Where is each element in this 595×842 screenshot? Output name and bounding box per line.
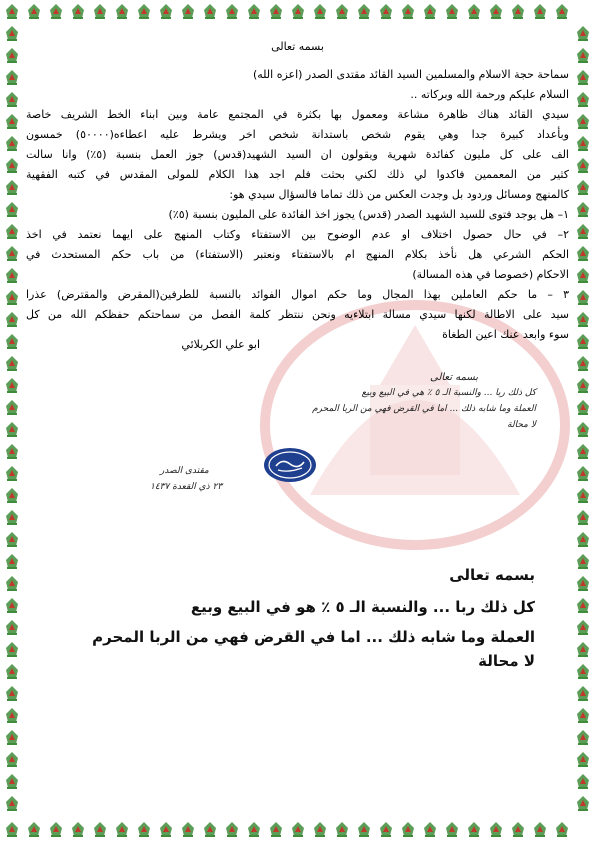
- border-ornament: [6, 796, 18, 811]
- answer-heading: بسمه تعالى: [449, 566, 535, 584]
- border-ornament: [6, 822, 18, 837]
- border-ornament: [270, 822, 282, 837]
- border-ornament: [402, 4, 414, 19]
- border-ornament: [446, 4, 458, 19]
- border-ornament: [468, 4, 480, 19]
- border-ornament: [6, 48, 18, 63]
- border-ornament: [72, 4, 84, 19]
- question-line: ١– هل يوجد فتوى للسيد الشهيد الصدر (قدس) يجوز اخذ الفائدة على المليون بنسبة (٥٪): [168, 208, 569, 221]
- border-ornament: [577, 642, 589, 657]
- border-ornament: [577, 752, 589, 767]
- border-ornament: [204, 822, 216, 837]
- border-ornament: [6, 378, 18, 393]
- border-ornament: [248, 4, 260, 19]
- border-ornament: [6, 136, 18, 151]
- border-ornament: [94, 4, 106, 19]
- border-ornament: [577, 620, 589, 635]
- border-ornament: [6, 642, 18, 657]
- border-ornament: [6, 4, 18, 19]
- border-ornament: [116, 822, 128, 837]
- answer-line: كل ذلك ربا ... والنسبة الـ ٥ ٪ هو في البيع وبيع: [190, 598, 535, 616]
- border-ornament: [577, 114, 589, 129]
- border-ornament: [6, 708, 18, 723]
- border-ornament: [534, 822, 546, 837]
- border-ornament: [28, 4, 40, 19]
- border-ornament: [6, 202, 18, 217]
- border-ornament: [160, 822, 172, 837]
- border-ornament: [6, 400, 18, 415]
- body-line: كالمنهج ومسائل وردود بل وجدت العكس من ذلك تماما فالسؤال سيدي هو:: [229, 188, 569, 201]
- border-ornament: [6, 290, 18, 305]
- border-ornament: [160, 4, 172, 19]
- question-line: ٣ – ما حكم العاملين بهذا المجال وما حكم اموال الفوائد بالنسبة للطرفين(المقرض والمقترض) عذرا: [26, 288, 569, 301]
- border-ornament: [6, 620, 18, 635]
- border-ornament: [226, 822, 238, 837]
- border-ornament: [6, 114, 18, 129]
- handwritten-date: ٢٣ ذي القعدة ١٤٣٧: [150, 482, 223, 492]
- border-ornament: [577, 136, 589, 151]
- border-ornament: [577, 796, 589, 811]
- border-ornament: [6, 510, 18, 525]
- border-ornament: [6, 730, 18, 745]
- border-ornament: [358, 822, 370, 837]
- border-ornament: [6, 686, 18, 701]
- border-ornament: [248, 822, 260, 837]
- border-ornament: [556, 4, 568, 19]
- question-line: الاحكام (خصوصا في هذه المسالة): [412, 268, 569, 281]
- border-ornament: [577, 70, 589, 85]
- border-ornament: [182, 822, 194, 837]
- border-ornament: [577, 202, 589, 217]
- border-ornament: [534, 4, 546, 19]
- border-ornament: [336, 822, 348, 837]
- question-line: الحكم الشرعي هل نأخذ بكلام المنهج ام بالاستفتاء ونعتبر (الاستفتاء) من باب حكم المستحدث في: [26, 248, 569, 261]
- border-ornament: [6, 598, 18, 613]
- border-ornament: [402, 822, 414, 837]
- letter-greeting: السلام عليكم ورحمة الله وبركاته ..: [410, 88, 569, 101]
- border-ornament: [292, 822, 304, 837]
- border-ornament: [6, 466, 18, 481]
- border-ornament: [6, 268, 18, 283]
- border-ornament: [577, 686, 589, 701]
- border-ornament: [292, 4, 304, 19]
- border-ornament: [577, 708, 589, 723]
- border-ornament: [226, 4, 238, 19]
- border-ornament: [6, 312, 18, 327]
- handwritten-line: العملة وما شابه ذلك ... اما في القرض فهي من الربا المحرم: [312, 404, 536, 414]
- handwritten-signer: مقتدى الصدر: [160, 466, 209, 476]
- border-ornament: [424, 4, 436, 19]
- border-ornament: [468, 822, 480, 837]
- border-ornament: [358, 4, 370, 19]
- border-ornament: [6, 180, 18, 195]
- border-ornament: [6, 532, 18, 547]
- border-ornament: [577, 576, 589, 591]
- question-line: سوء وابعد عنك اعين الطغاة: [442, 328, 569, 341]
- handwritten-heading: بسمه تعالى: [430, 372, 479, 383]
- border-ornament: [50, 822, 62, 837]
- border-ornament: [380, 4, 392, 19]
- border-ornament: [446, 822, 458, 837]
- border-ornament: [6, 554, 18, 569]
- border-ornament: [424, 822, 436, 837]
- border-ornament: [182, 4, 194, 19]
- border-ornament: [6, 774, 18, 789]
- border-ornament: [50, 4, 62, 19]
- border-ornament: [6, 92, 18, 107]
- border-ornament: [380, 822, 392, 837]
- border-ornament: [6, 26, 18, 41]
- handwritten-line: كل ذلك ربا ... والنسبة الـ ٥ ٪ هي في البيع وبيع: [361, 388, 536, 398]
- border-ornament: [28, 822, 40, 837]
- border-ornament: [6, 752, 18, 767]
- question-line: ٢– في حال حصول اختلاف او عدم الوضوح بين الاستفتاء وكتاب المنهج على ايهما نعتمد في اخذ: [26, 228, 569, 241]
- border-ornament: [577, 224, 589, 239]
- body-line: سيدي القائد هناك ظاهرة مشاعة ومعمول بها بكثرة في المجتمع عامة وبين ابناء الخط الشريف خاصة: [26, 108, 569, 121]
- border-ornament: [512, 4, 524, 19]
- answer-line: العملة وما شابه ذلك ... اما في القرض فهي من الربا المحرم: [92, 628, 535, 646]
- border-ornament: [577, 664, 589, 679]
- border-ornament: [138, 822, 150, 837]
- border-ornament: [577, 92, 589, 107]
- border-ornament: [116, 4, 128, 19]
- letter-salutation: سماحة حجة الاسلام والمسلمين السيد القائد مقتدى الصدر (اعزه الله): [252, 68, 569, 81]
- border-ornament: [94, 822, 106, 837]
- border-ornament: [556, 822, 568, 837]
- border-ornament: [577, 774, 589, 789]
- body-line: وبأعداد كبيرة جدا وهي يقوم شخص باستدانة شخص اخر ويشرط عليه اعطاءه(٥٠٠٠٠) خمسون: [26, 128, 569, 141]
- border-ornament: [6, 334, 18, 349]
- border-ornament: [6, 664, 18, 679]
- border-ornament: [577, 158, 589, 173]
- border-ornament: [490, 4, 502, 19]
- body-line: الف على كل مليون كفائدة شهرية ويقولون ان السيد الشهيد(قدس) جوز العمل بنسبة (٥٪) وانا سالت: [26, 148, 569, 161]
- border-ornament: [6, 422, 18, 437]
- official-seal: [262, 446, 318, 484]
- question-line: سيد على الاطالة لكنها سيدي مسالة ابتلاءيه ونحن ننتظر كلمة الفصل من سماحتكم حفظكم الله من كل: [26, 308, 569, 321]
- border-ornament: [72, 822, 84, 837]
- answer-line: لا محالة: [478, 652, 535, 670]
- body-line: كثير من المعممين فاكدوا لي ذلك لكني بحثت فلم اجد هذا الكلام للمولى المقدس في كتبه الفقهية: [26, 168, 569, 181]
- border-ornament: [6, 444, 18, 459]
- border-ornament: [314, 822, 326, 837]
- letter-basmala: بسمه تعالى: [271, 40, 324, 53]
- border-ornament: [314, 4, 326, 19]
- border-ornament: [6, 488, 18, 503]
- border-ornament: [138, 4, 150, 19]
- border-ornament: [6, 224, 18, 239]
- border-ornament: [577, 26, 589, 41]
- border-ornament: [490, 822, 502, 837]
- border-ornament: [6, 246, 18, 261]
- handwritten-line: لا محالة: [507, 420, 536, 430]
- border-ornament: [6, 356, 18, 371]
- border-ornament: [512, 822, 524, 837]
- border-ornament: [577, 598, 589, 613]
- border-ornament: [270, 4, 282, 19]
- border-ornament: [577, 730, 589, 745]
- border-ornament: [336, 4, 348, 19]
- border-ornament: [6, 70, 18, 85]
- border-ornament: [577, 180, 589, 195]
- border-ornament: [577, 48, 589, 63]
- border-ornament: [6, 158, 18, 173]
- border-ornament: [6, 576, 18, 591]
- letter-signature: ابو علي الكربلائي: [181, 338, 260, 351]
- border-ornament: [204, 4, 216, 19]
- border-ornament: [577, 246, 589, 261]
